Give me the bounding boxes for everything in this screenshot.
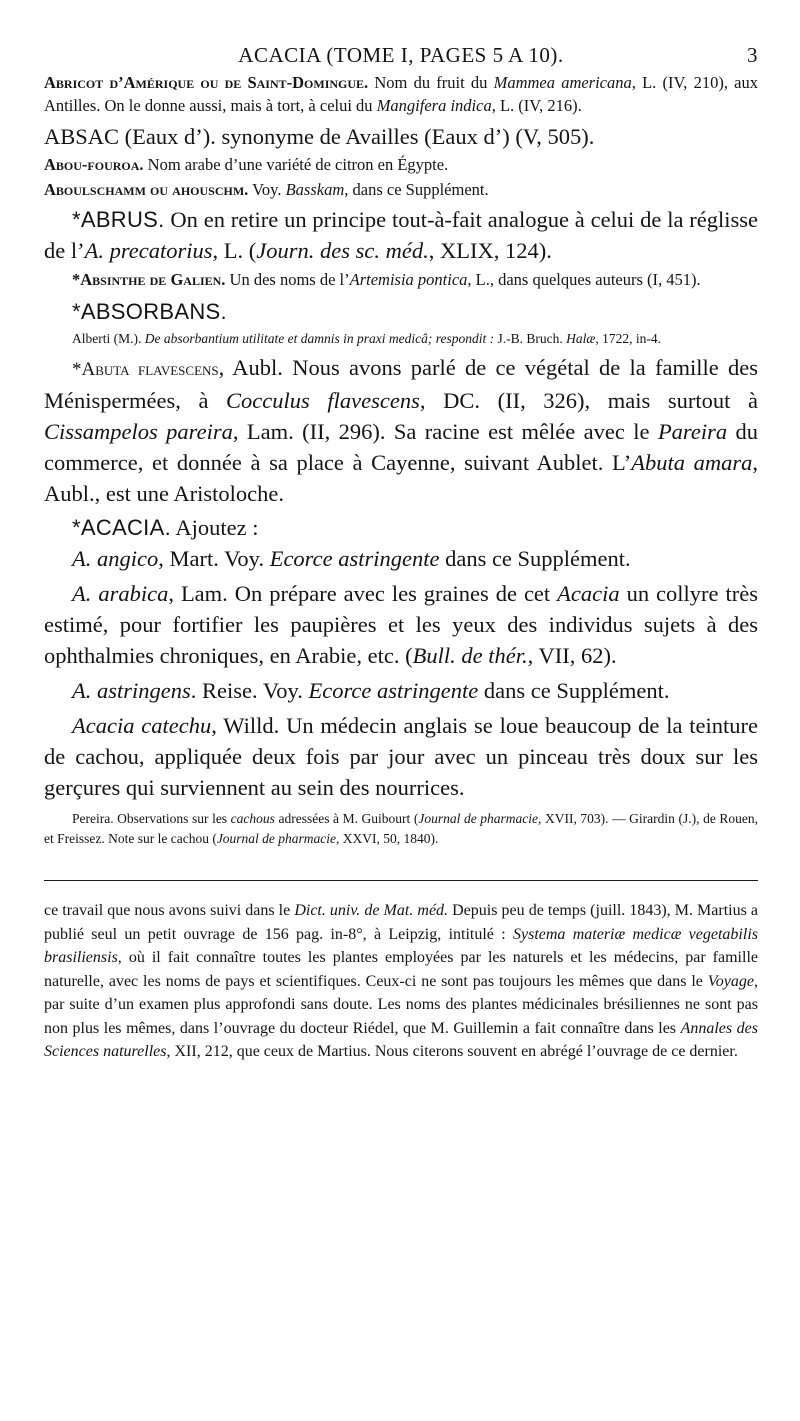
header-title: ACACIA (TOME I, PAGES 5 A 10). xyxy=(238,43,564,67)
entry-acacia-references: Pereira. Observations sur les cachous adressées à M. Guibourt (Journal de pharmacie, XVII, 703). — Girardin (J.), de Rouen, et Freissez. Note sur le cachou (Journal de pharmacie, XXVI, 50, 1840). xyxy=(44,811,758,846)
footnote-continuation: ce travail que nous avons suivi dans le Dict. univ. de Mat. méd. Depuis peu de temps (juill. 1843), M. Martius a publié seul un petit ouvrage de 156 pag. in-8°, à Leipzig, intitulé : Systema materiæ medicæ vegetabilis brasiliensis, où il fait connaître toutes les plantes employées par les naturels et les médecins, par famille naturelle, avec les noms de pays et scientifiques. Ceux-ci ne sont pas toujours les mêmes que dans le Voyage, par suite d’un examen plus approfondi sans doute. Les noms des plantes médicinales brésiliennes ne sont pas non plus les mêmes, dans l’ouvrage du docteur Riédel, que M. Guillemin a fait connaître dans les Annales des Sciences naturelles, XII, 212, que ceux de Martius. Nous citerons souvent en abrégé l’ouvrage de ce dernier. xyxy=(44,902,758,1060)
entry-abrus-head: *ABRUS. xyxy=(72,207,165,232)
entry-absac: ABSAC (Eaux d’). synonyme de Availles (Eaux d’) (V, 505). xyxy=(44,124,595,149)
entry-acacia-head: *ACACIA. xyxy=(72,515,171,540)
entry-absorbans-reference: Alberti (M.). De absorbantium utilitate et damnis in praxi medicâ; respondit : J.-B. Bruch. Halæ, 1722, in-4. xyxy=(72,330,661,346)
entry-acacia-angico: A. angico, Mart. Voy. Ecorce astringente dans ce Supplément. xyxy=(72,546,631,571)
entry-aboulschamm: Aboulschamm ou ahouschm. Voy. Basskam, dans ce Supplément. xyxy=(44,179,489,199)
entry-acacia-astringens: A. astringens. Reise. Voy. Ecorce astringente dans ce Supplément. xyxy=(72,678,670,703)
entry-abuta-head: *Abuta flavescens xyxy=(72,359,219,380)
entry-acacia-arabica: A. arabica, Lam. On prépare avec les graines de cet Acacia un collyre très estimé, pour fortifier les paupières et les yeux des individus sujets à des ophthalmies chroniques, en Arabie, etc. (Bull. de thér., VII, 62). xyxy=(44,581,758,668)
entry-absorbans xyxy=(44,296,758,327)
page-number: 3 xyxy=(747,43,758,67)
document-page xyxy=(44,40,758,1410)
entry-abrus: *ABRUS. On en retire un principe tout-à-fait analogue à celui de la réglisse de l’A. precatorius, L. (Journ. des sc. méd., XLIX, 124). xyxy=(44,207,758,263)
entry-abricot-head: Abricot d’Amérique ou de Saint-Domingue. xyxy=(44,73,369,92)
entry-acacia: *ACACIA. Ajoutez : xyxy=(72,515,259,540)
footnote-divider xyxy=(44,880,758,881)
entry-absorbans-head: *ABSORBANS. xyxy=(72,298,227,324)
entry-abricot: Abricot d’Amérique ou de Saint-Domingue. Nom du fruit du Mammea americana, L. (IV, 210), aux Antilles. On le donne aussi, mais à tort, à celui du Mangifera indica, L. (IV, 216). xyxy=(44,73,758,115)
entry-absinthe: *Absinthe de Galien. Un des noms de l’Artemisia pontica, L., dans quelques auteurs (I, 451). xyxy=(72,270,701,289)
entry-acacia-catechu: Acacia catechu, Willd. Un médecin anglais se loue beaucoup de la teinture de cachou, appliquée deux fois par jour avec un pinceau très doux sur les gerçures qui surviennent au sein des nourrices. xyxy=(44,713,758,800)
entry-abou-fouroa: Abou-fouroa. Nom arabe d’une variété de citron en Égypte. xyxy=(44,155,449,174)
entry-abuta: *Abuta flavescens, Aubl. Nous avons parlé de ce végétal de la famille des Ménispermées, à Cocculus flavescens, DC. (II, 326), mais surtout à Cissampelos pareira, Lam. (II, 296). Sa racine est mêlée avec le Pareira du commerce, et donnée à sa place à Cayenne, suivant Aublet. L’Abuta amara, Aubl., est une Aristoloche. xyxy=(44,355,758,506)
running-header xyxy=(44,40,758,70)
